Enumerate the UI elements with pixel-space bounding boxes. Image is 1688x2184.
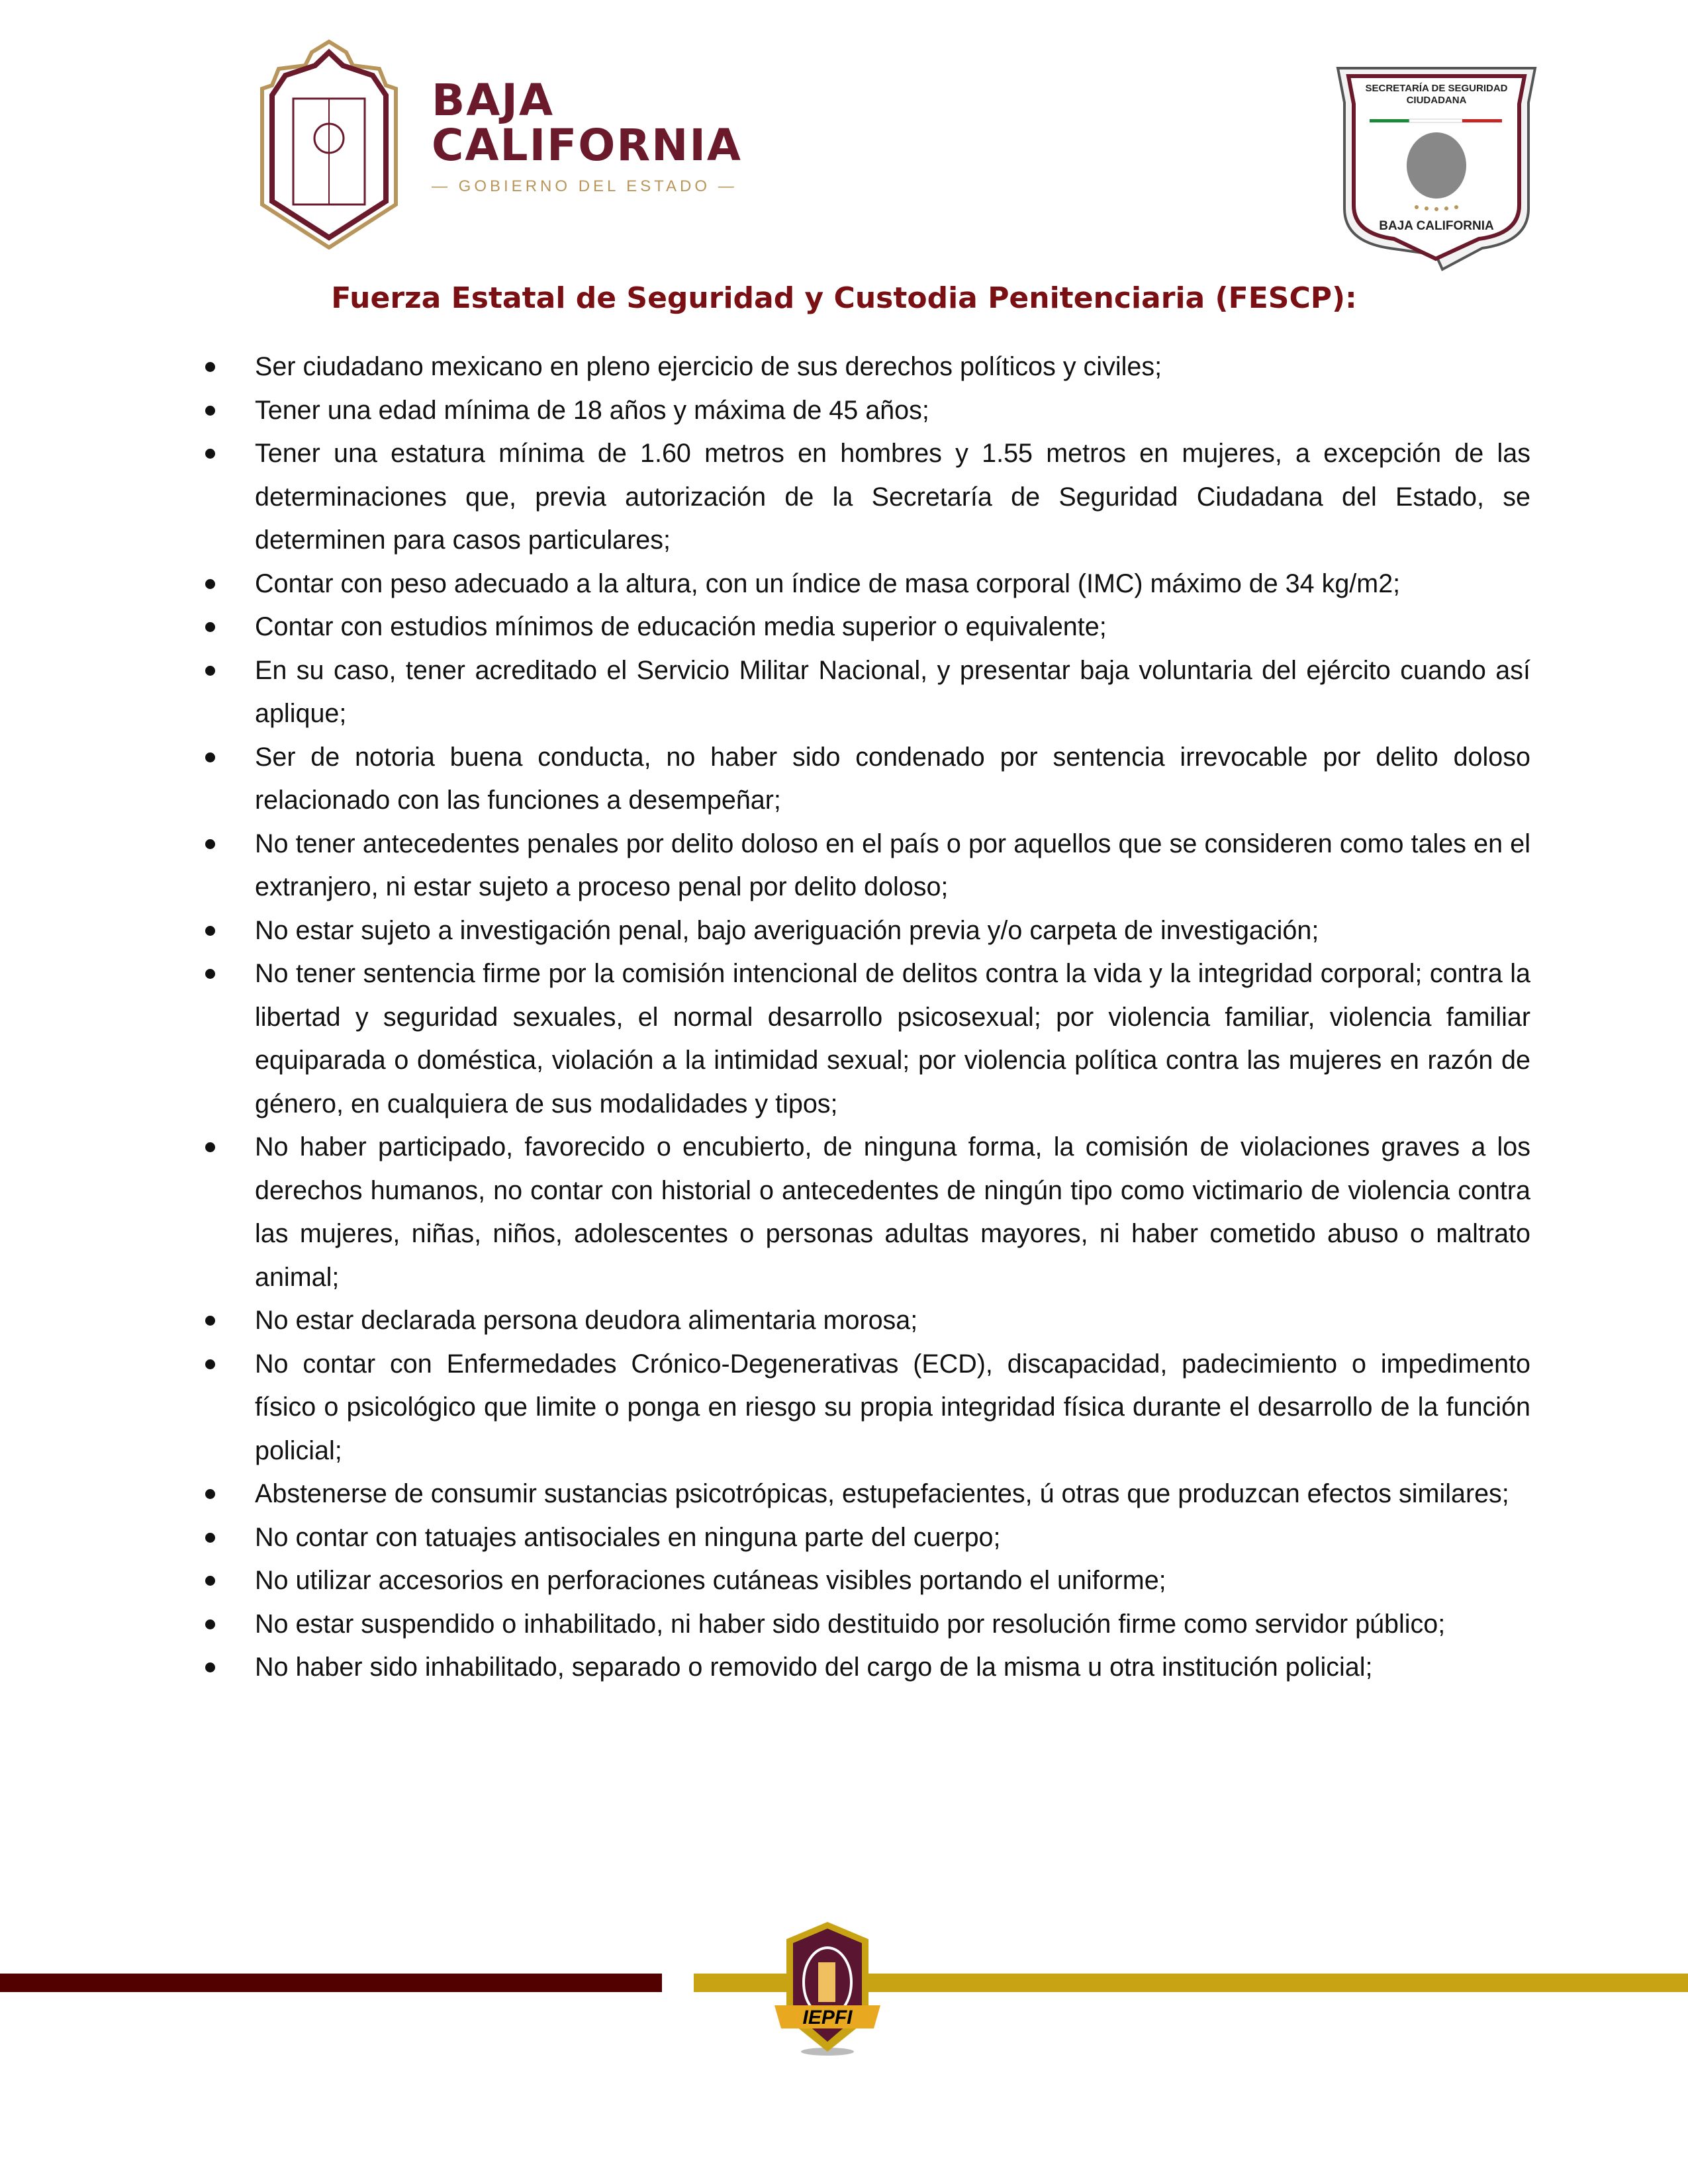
- iepfi-shield-icon: [755, 1919, 900, 2058]
- requirements-list: [199, 345, 1530, 1690]
- baja-california-coat-of-arms-logo: [254, 39, 404, 250]
- requirement-text: En su caso, tener acreditado el Servicio Militar Nacional, y presentar baja voluntaria del ejército cuando así aplique;: [255, 655, 1530, 728]
- requirement-text: Abstenerse de consumir sustancias psicotrópicas, estupefacientes, ú otras que produzcan efectos similares;: [255, 1479, 1509, 1508]
- requirement-text: No haber participado, favorecido o encubierto, de ninguna forma, la comisión de violaciones graves a los derechos humanos, no contar con historial o antecedentes de ningún tipo como victimario de violencia contra las mujeres, niñas, niños, adolescentes o personas adultas mayores, ni haber cometido abuso o maltrato animal;: [255, 1132, 1530, 1292]
- baja-california-wordmark: [432, 75, 743, 196]
- requirement-text: Ser ciudadano mexicano en pleno ejercicio de sus derechos políticos y civiles;: [255, 352, 1162, 381]
- requirement-item: [199, 1646, 1530, 1690]
- requirement-item: [199, 1516, 1530, 1560]
- requirement-item: [199, 1299, 1530, 1343]
- bullet-icon: [205, 622, 215, 632]
- requirement-item: [199, 1473, 1530, 1516]
- requirement-item: [199, 649, 1530, 736]
- bullet-icon: [205, 969, 215, 979]
- requirement-item: [199, 345, 1530, 389]
- requirement-item: [199, 736, 1530, 823]
- requirement-item: [199, 432, 1530, 563]
- requirement-item: [199, 389, 1530, 433]
- bullet-icon: [205, 1316, 215, 1326]
- requirement-text: Contar con estudios mínimos de educación media superior o equivalente;: [255, 612, 1107, 641]
- requirement-text: Ser de notoria buena conducta, no haber sido condenado por sentencia irrevocable por delito doloso relacionado con las funciones a desempeñar;: [255, 742, 1530, 815]
- bullet-icon: [205, 1489, 215, 1499]
- requirement-item: [199, 563, 1530, 606]
- footer-bar-maroon: [0, 1974, 662, 1992]
- requirement-item: [199, 606, 1530, 649]
- bullet-icon: [205, 839, 215, 849]
- bullet-icon: [205, 666, 215, 676]
- iepfi-logo-text: IEPFI: [802, 2007, 853, 2028]
- requirement-item: [199, 1126, 1530, 1299]
- requirement-item: [199, 1343, 1530, 1473]
- requirement-text: No estar suspendido o inhabilitado, ni haber sido destituido por resolución firme como servidor público;: [255, 1609, 1446, 1639]
- requirement-text: No haber sido inhabilitado, separado o removido del cargo de la misma u otra institución policial;: [255, 1653, 1373, 1682]
- iepfi-logo: [755, 1919, 900, 2058]
- brand-line-1: BAJA: [432, 75, 555, 126]
- bullet-icon: [205, 752, 215, 762]
- page-title: Fuerza Estatal de Seguridad y Custodia Penitenciaria (FESCP):: [331, 281, 1357, 315]
- badge-bottom-text: BAJA CALIFORNIA: [1379, 219, 1494, 233]
- brand-subtitle: — GOBIERNO DEL ESTADO —: [432, 177, 737, 195]
- requirement-text: Tener una edad mínima de 18 años y máxima de 45 años;: [255, 395, 929, 425]
- bullet-icon: [205, 1142, 215, 1152]
- requirement-item: [199, 952, 1530, 1126]
- requirement-text: No estar sujeto a investigación penal, bajo averiguación previa y/o carpeta de investigación;: [255, 915, 1319, 945]
- bullet-icon: [205, 449, 215, 459]
- requirement-text: No estar declarada persona deudora alimentaria morosa;: [255, 1306, 918, 1335]
- bullet-icon: [205, 1576, 215, 1586]
- secretaria-seguridad-ciudadana-badge: [1330, 63, 1543, 273]
- bullet-icon: [205, 1359, 215, 1369]
- bullet-icon: [205, 1619, 215, 1629]
- requirement-item: [199, 823, 1530, 909]
- bullet-icon: [205, 1533, 215, 1543]
- requirement-text: No contar con tatuajes antisociales en ninguna parte del cuerpo;: [255, 1522, 1001, 1552]
- requirement-item: [199, 1559, 1530, 1603]
- brand-line-2: CALIFORNIA: [432, 120, 743, 171]
- bullet-icon: [205, 579, 215, 589]
- requirement-item: [199, 1603, 1530, 1647]
- bullet-icon: [205, 362, 215, 372]
- requirement-text: No utilizar accesorios en perforaciones cutáneas visibles portando el uniforme;: [255, 1566, 1166, 1595]
- requirement-item: [199, 909, 1530, 953]
- requirement-text: Contar con peso adecuado a la altura, con un índice de masa corporal (IMC) máximo de 34 kg/m2;: [255, 569, 1401, 598]
- requirement-text: Tener una estatura mínima de 1.60 metros en hombres y 1.55 metros en mujeres, a excepción de las determinaciones que, previa autorización de la Secretaría de Seguridad Ciudadana del Estado, se determinen para casos particulares;: [255, 439, 1530, 555]
- bullet-icon: [205, 406, 215, 416]
- requirement-text: No contar con Enfermedades Crónico-Degenerativas (ECD), discapacidad, padecimiento o impedimento físico o psicológico que limite o ponga en riesgo su propia integridad física durante el desarrollo de la función policial;: [255, 1349, 1530, 1465]
- badge-top-text: SECRETARÍA DE SEGURIDAD CIUDADANA: [1365, 83, 1508, 106]
- bullet-icon: [205, 1662, 215, 1672]
- bullet-icon: [205, 926, 215, 936]
- requirement-text: No tener sentencia firme por la comisión intencional de delitos contra la vida y la integridad corporal; contra la libertad y seguridad sexuales, el normal desarrollo psicosexual; por violencia familiar, violencia familiar equiparada o doméstica, violación a la intimidad sexual; por violencia política contra las mujeres en razón de género, en cualquiera de sus modalidades y tipos;: [255, 959, 1530, 1118]
- requirement-text: No tener antecedentes penales por delito doloso en el país o por aquellos que se consideren como tales en el extranjero, ni estar sujeto a proceso penal por delito doloso;: [255, 829, 1530, 901]
